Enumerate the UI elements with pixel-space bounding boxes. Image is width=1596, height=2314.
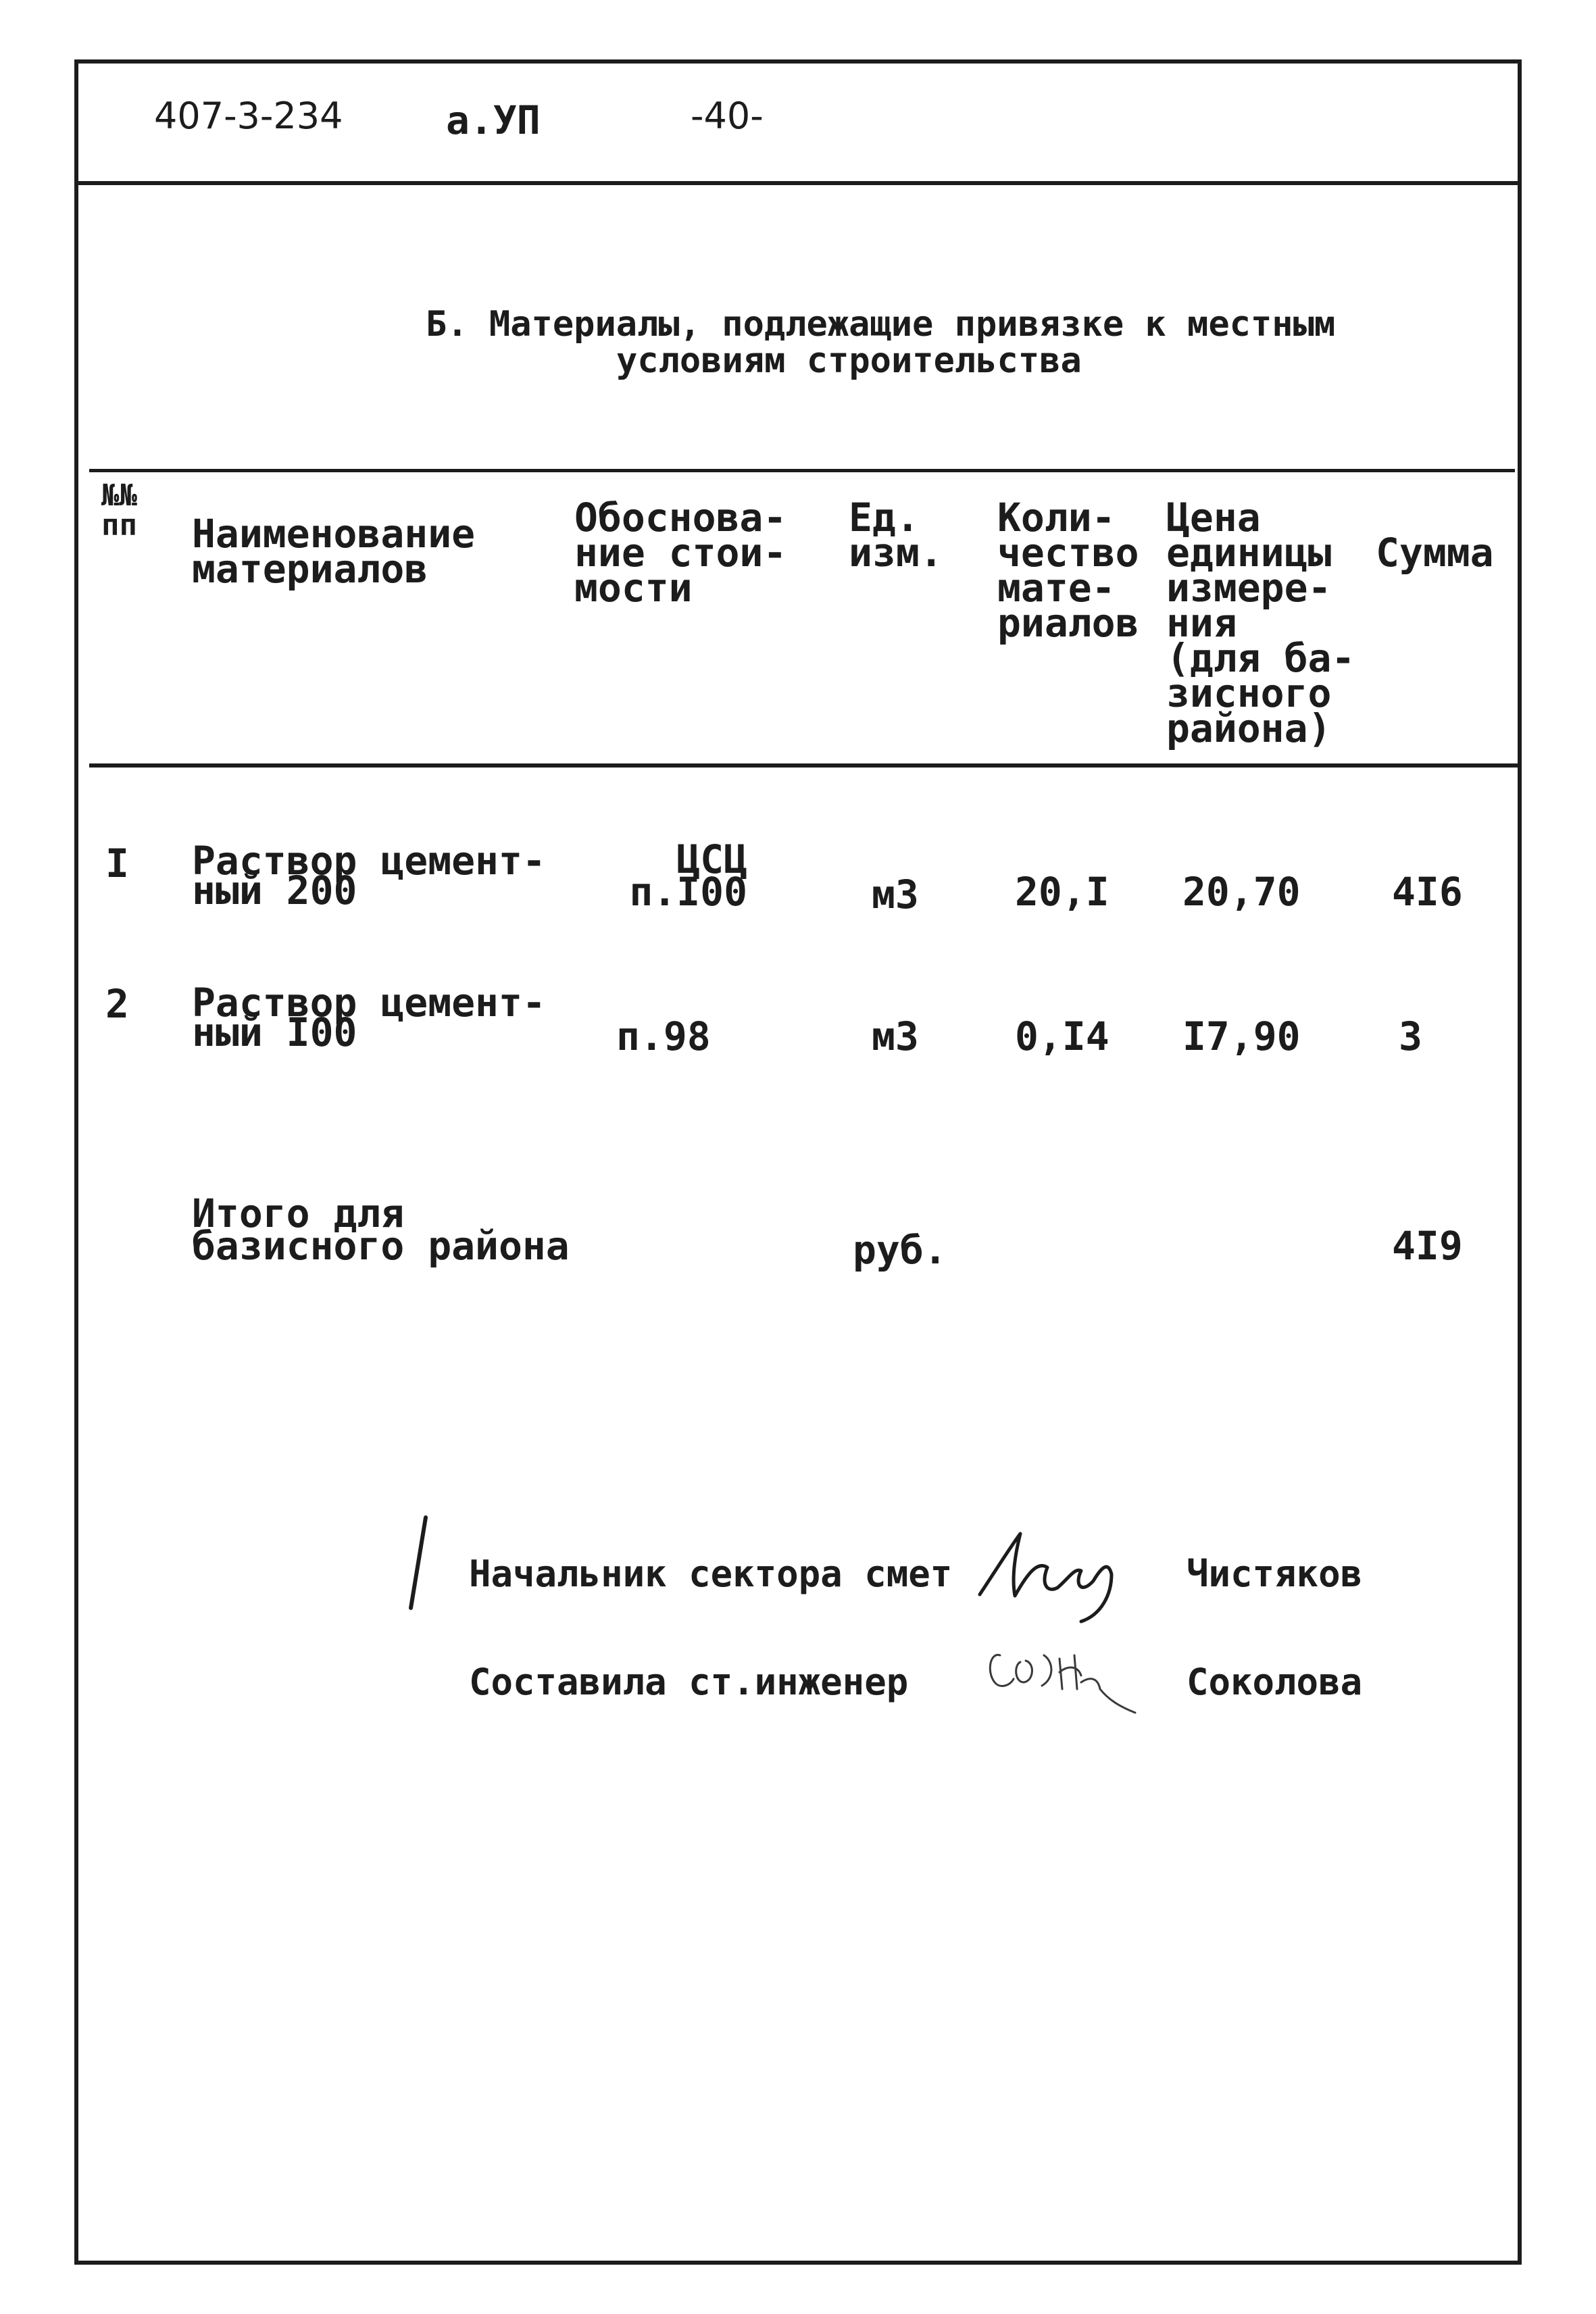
table-top-rule: [89, 469, 1515, 472]
header-divider: [74, 181, 1522, 185]
cost-basis: п.98: [616, 1013, 711, 1059]
col-header-price: Цена единицы измере- ния (для ба- зисного района): [1166, 495, 1355, 751]
line-sum: 4I6: [1392, 869, 1463, 915]
margin-mark: [405, 1513, 432, 1615]
total-unit: руб.: [853, 1227, 947, 1273]
col-header-no: №№ пп: [101, 478, 137, 543]
signature-name-1: Чистяков: [1187, 1553, 1363, 1595]
table-header-rule: [89, 763, 1522, 768]
unit: м3: [872, 872, 919, 917]
page-frame: [74, 59, 1522, 2265]
material-name: Раствор цемент- ный I00: [192, 980, 546, 1055]
material-name: Раствор цемент- ный 200: [192, 838, 546, 913]
col-header-sum: Сумма: [1376, 530, 1494, 576]
unit: м3: [872, 1013, 919, 1059]
total-sum: 4I9: [1392, 1223, 1463, 1269]
unit-price: I7,90: [1182, 1013, 1301, 1059]
row-number: 2: [105, 981, 129, 1027]
row-number: I: [105, 840, 129, 886]
page-number: -40-: [691, 95, 764, 137]
signature-role-2: Составила ст.инженер: [469, 1661, 909, 1703]
quantity: 0,I4: [1015, 1013, 1109, 1059]
unit-price: 20,70: [1182, 869, 1301, 915]
col-header-name: Наименование материалов: [192, 511, 476, 592]
line-sum: 3: [1399, 1013, 1422, 1059]
signature-name-2: Соколова: [1187, 1661, 1363, 1703]
quantity: 20,I: [1015, 869, 1109, 915]
col-header-basis: Обоснова- ние стои- мости: [574, 495, 787, 611]
signature-role-1: Начальник сектора смет: [469, 1553, 953, 1595]
signature-handwriting-1: [973, 1520, 1122, 1628]
signature-handwriting-2: [980, 1635, 1155, 1736]
doc-code: 407-3-234: [154, 95, 343, 137]
section-title-line2: условиям строительства: [616, 341, 1082, 381]
col-header-qty: Коли- чество мате- риалов: [997, 495, 1139, 646]
total-label: Итого для базисного района: [192, 1190, 570, 1269]
col-header-unit: Ед. изм.: [849, 495, 943, 576]
cost-basis: ЦСЦ п.I00: [629, 836, 747, 915]
album-code: а.УП: [446, 97, 541, 143]
section-title-line1: Б. Материалы, подлежащие привязке к местным: [426, 304, 1336, 345]
